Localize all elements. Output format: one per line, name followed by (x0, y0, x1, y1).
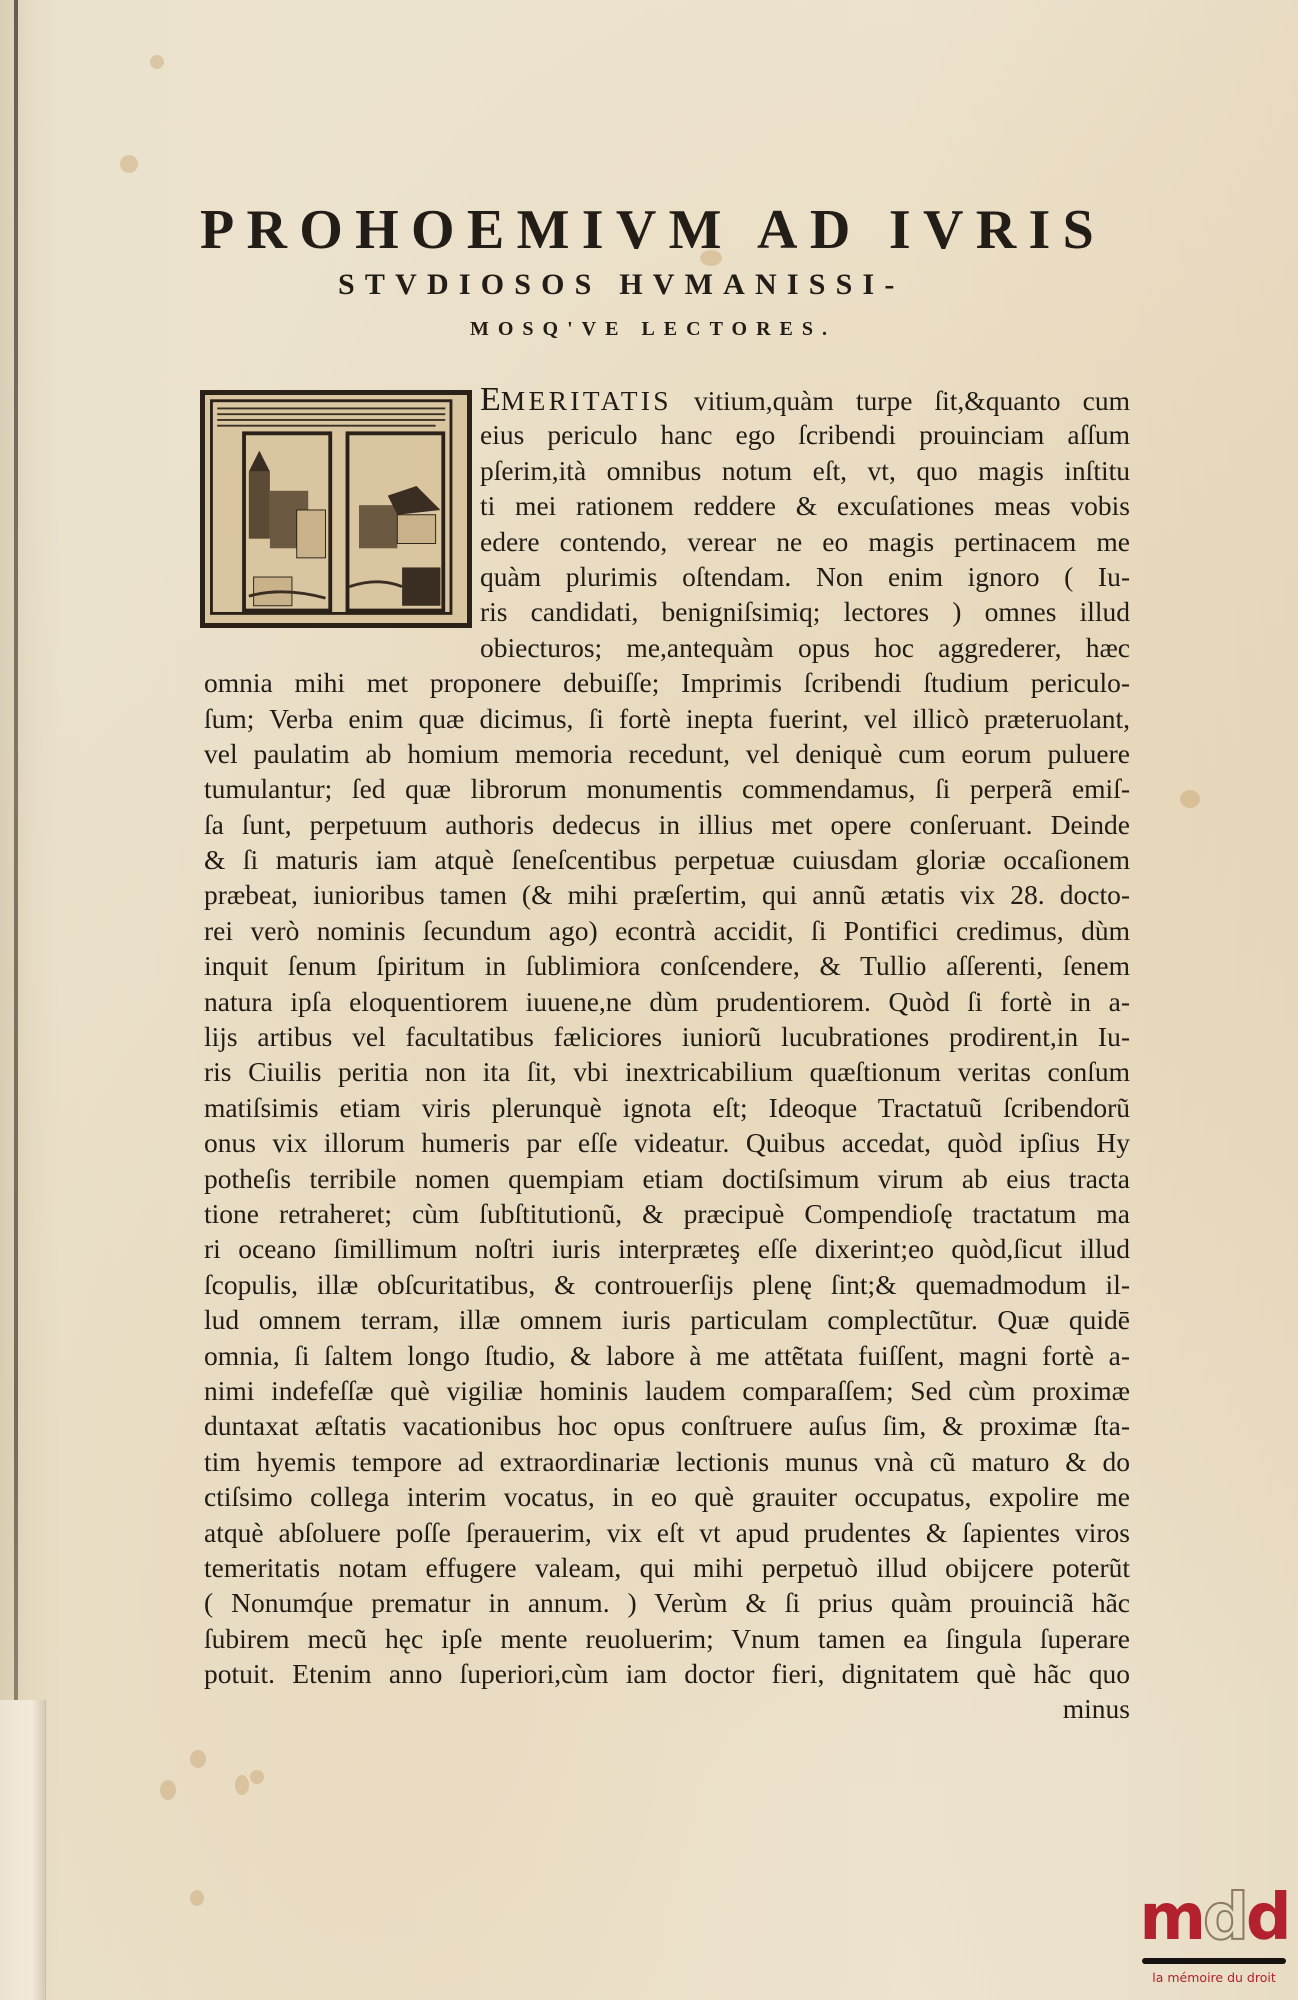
text-line: onus vix illorum humeris par eſſe videatur. Quibus accedat, quòd ipſius Hy (204, 1127, 1130, 1159)
text-line: nimi indefeſſæ què vigiliæ hominis laudem comparaſſem; Sed cùm proximæ (204, 1374, 1130, 1406)
first-word-initial: E (480, 381, 501, 418)
title-line-1: PROHOEMIVM AD IVRIS (200, 199, 1107, 261)
text-line: ris Ciuilis peritia non ita ſit, vbi inextricabilium quæſtionum veritas conſum (204, 1056, 1130, 1088)
foxing-stain (190, 1750, 206, 1768)
text-line: inquit ſenum ſpiritum in ſublimiora conſcendere, & Tullio aſſerenti, ſenem (204, 950, 1130, 982)
text-line: lijs artibus vel facultatibus fæliciores iuniorũ lucubrationes prodirent,in Iu- (204, 1021, 1130, 1053)
text-line: ( Nonumq́ue prematur in annum. ) Verùm & ſi prius quàm prouinciã hãc (204, 1587, 1130, 1619)
text-line: matiſsimis etiam viris plerunquè ignota eſt; Ideoque Tractatuũ ſcribendorũ (204, 1091, 1130, 1123)
text-line: potuit. Etenim anno ſuperiori,cùm iam doctor fieri, dignitatem què hãc quo (204, 1658, 1130, 1690)
foxing-stain (120, 155, 138, 173)
text-line: EMERITATIS vitium,quàm turpe ſit,&quanto cum (480, 381, 1130, 418)
text-line: ſa ſunt, perpetuum authoris dedecus in illius met opere conſeruant. Deinde (204, 808, 1130, 840)
text-line: ſcopulis, illæ obſcuritatibus, & controuerſijs plenę ſint;& quemadmodum il- (204, 1268, 1130, 1300)
foxing-stain (1180, 790, 1200, 808)
text-line: natura ipſa eloquentiorem iuuene,ne dùm prudentiorem. Quòd ſi fortè in a- (204, 985, 1130, 1017)
text-line: ri oceano ſimillimum noſtri iuris interpræteş eſſe dixerint;eo quòd,ſicut illud (204, 1233, 1130, 1265)
text-line: atquè abſoluere poſſe ſperauerim, vix eſt vt apud prudentes & ſapientes viros (204, 1516, 1130, 1548)
logo-underline (1142, 1958, 1286, 1964)
body-text (204, 382, 1130, 1727)
foxing-stain (150, 55, 164, 69)
foxing-stain (235, 1775, 249, 1795)
text-line: vel paulatim ab homium memoria recedunt, vel deniquè cum eorum puluere (204, 737, 1130, 769)
title-line-3: MOSQ'VE LECTORES. (470, 318, 837, 340)
text-line: tumulantur; ſed quæ librorum monumentis commendamus, ſi perperã emiſ- (204, 773, 1130, 805)
text-line: & ſi maturis iam atquè ſeneſcentibus perpetuæ cuiusdam gloriæ occaſionem (204, 844, 1130, 876)
text-line: præbeat, iunioribus tamen (& mihi præſertim, qui annũ ætatis vix 28. docto- (204, 879, 1130, 911)
text-line: tione retraheret; cùm ſubſtitutionũ, & præcipuè Compendioſę tractatum ma (204, 1197, 1130, 1229)
foxing-stain (190, 1890, 204, 1906)
mdd-logo-icon: mdd (1139, 1881, 1289, 1955)
text-line: eius periculo hanc ego ſcribendi prouinciam aſſum (480, 419, 1130, 451)
first-word-smallcaps: MERITATIS (500, 385, 672, 416)
title-line-2: STVDIOSOS HVMANISSI- (338, 268, 905, 301)
mdd-watermark-logo (1134, 1881, 1294, 1996)
text-line: potheſis terribile nomen quempiam etiam doctiſsimum virum ab eius tracta (204, 1162, 1130, 1194)
text-line: lud omnem terram, illæ omnem iuris particulam complectũtur. Quæ quidē (204, 1304, 1130, 1336)
folded-page-corner (0, 1700, 46, 2000)
text-line: ſum; Verba enim quæ dicimus, ſi fortè inepta fuerint, vel illicò præteruolant, (204, 702, 1130, 734)
text-line: temeritatis notam effugere valeam, qui mihi perpetuò illud obijcere poterũt (204, 1551, 1130, 1583)
text-line: pſerim,ità omnibus notum eſt, vt, quo magis inſtitu (480, 454, 1130, 486)
text-line: obiecturos; me,antequàm opus hoc aggrederer, hæc (480, 631, 1130, 663)
text-line: omnia, ſi ſaltem longo ſtudio, & labore à me attẽtata fuiſſent, magni fortè a- (204, 1339, 1130, 1371)
foxing-stain (160, 1780, 176, 1800)
text-line: ti mei rationem reddere & excuſationes meas vobis (480, 490, 1130, 522)
foxing-stain (250, 1770, 264, 1784)
text-line: ſubirem mecũ hęc ipſe mente reuoluerim; Vnum tamen ea ſingula ſuperare (204, 1622, 1130, 1654)
catchword: minus (1062, 1693, 1130, 1725)
logo-tagline: la mémoire du droit (1152, 1970, 1276, 1985)
text-line: rei verò nominis ſecundum ago) econtrà accidit, ſi Pontifici credimus, dùm (204, 914, 1130, 946)
text-line: quàm plurimis oſtendam. Non enim ignoro ( Iu- (480, 560, 1130, 592)
text-line: ris candidati, benigniſsimiq; lectores ) omnes illud (480, 596, 1130, 628)
text-line: ctiſsimo collega interim vocatus, in eo què grauiter occupatus, expolire me (204, 1481, 1130, 1513)
text-line: duntaxat æſtatis vacationibus hoc opus conſtruere auſus ſim, & proximæ ſta- (204, 1410, 1130, 1442)
text-line: edere contendo, verear ne eo magis pertinacem me (480, 525, 1130, 557)
text-line: omnia mihi met proponere debuiſſe; Imprimis ſcribendi ſtudium periculo- (204, 667, 1130, 699)
text-line: tim hyemis tempore ad extraordinariæ lectionis munus vnà cũ maturo & do (204, 1445, 1130, 1477)
